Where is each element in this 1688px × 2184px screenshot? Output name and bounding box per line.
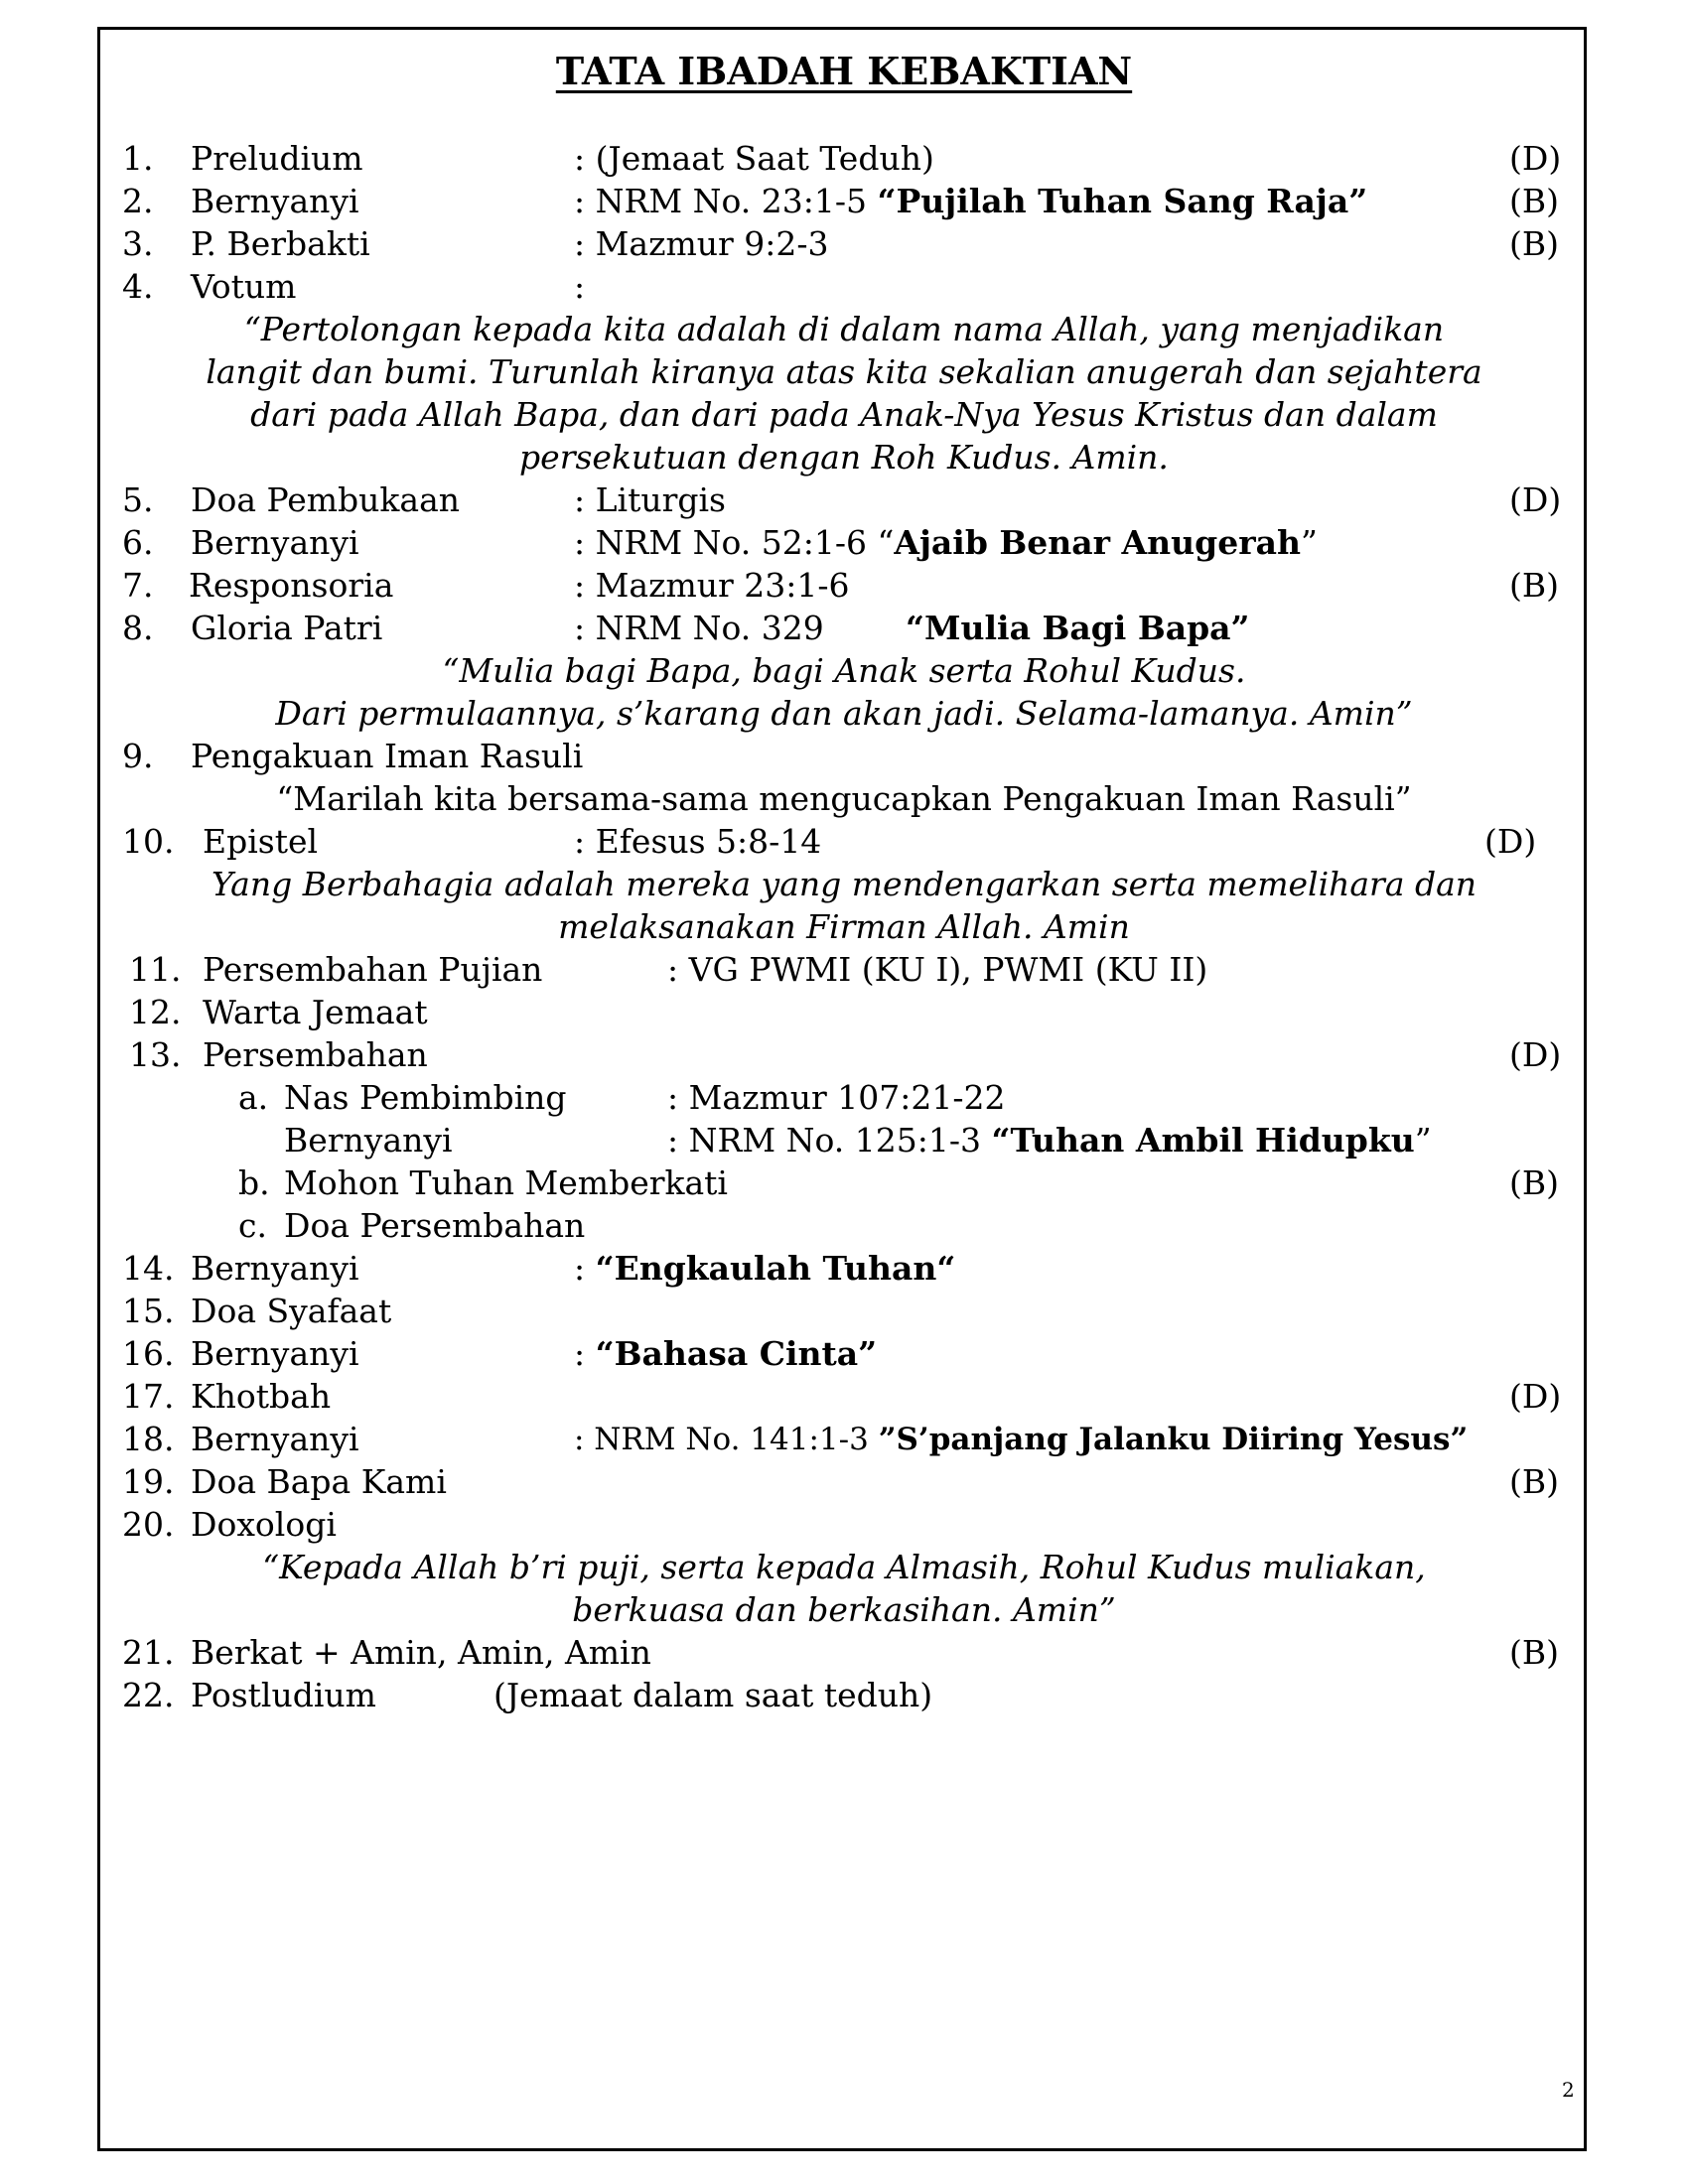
page-title: TATA IBADAH KEBAKTIAN xyxy=(555,49,1133,93)
votum-text-line: “Pertolongan kepada kita adalah di dalam nama Allah, yang menjadikan xyxy=(243,310,1445,348)
song-title: “Engkaulah Tuhan“ xyxy=(595,1249,956,1288)
doxology-text-line: “Kepada Allah b’ri puji, serta kepada Almasih, Rohul Kudus muliakan, xyxy=(262,1548,1426,1586)
song-title: “Pujilah Tuhan Sang Raja” xyxy=(877,182,1368,220)
creed-text: “Marilah kita bersama-sama mengucapkan Pengakuan Iman Rasuli” xyxy=(276,779,1412,818)
epistel-text-line: Yang Berbahagia adalah mereka yang mendengarkan serta memelihara dan xyxy=(211,865,1477,903)
song-title: “Tuhan Ambil Hidupku xyxy=(991,1121,1415,1160)
votum-text-line: dari pada Allah Bapa, dan dari pada Anak-Nya Yesus Kristus dan dalam xyxy=(250,395,1438,434)
gloria-text-line: Dari permulaannya, s’karang dan akan jadi. Selama-lamanya. Amin” xyxy=(275,694,1413,733)
song-title: Ajaib Benar Anugerah xyxy=(894,523,1301,562)
song-title: “Mulia Bagi Bapa” xyxy=(906,609,1250,647)
votum-text-line: persekutuan dengan Roh Kudus. Amin. xyxy=(519,438,1169,477)
doxology-text-line: berkuasa dan berkasihan. Amin” xyxy=(572,1590,1116,1629)
page-number: 2 xyxy=(1562,2078,1575,2102)
song-title: ”S’panjang Jalanku Diiring Yesus” xyxy=(878,1422,1469,1457)
epistel-text-line: melaksanakan Firman Allah. Amin xyxy=(558,907,1130,946)
gloria-text-line: “Mulia bagi Bapa, bagi Anak serta Rohul Kudus. xyxy=(442,651,1246,690)
votum-text-line: langit dan bumi. Turunlah kiranya atas kita sekalian anugerah dan sejahtera xyxy=(206,352,1482,391)
song-title: “Bahasa Cinta” xyxy=(595,1334,878,1373)
